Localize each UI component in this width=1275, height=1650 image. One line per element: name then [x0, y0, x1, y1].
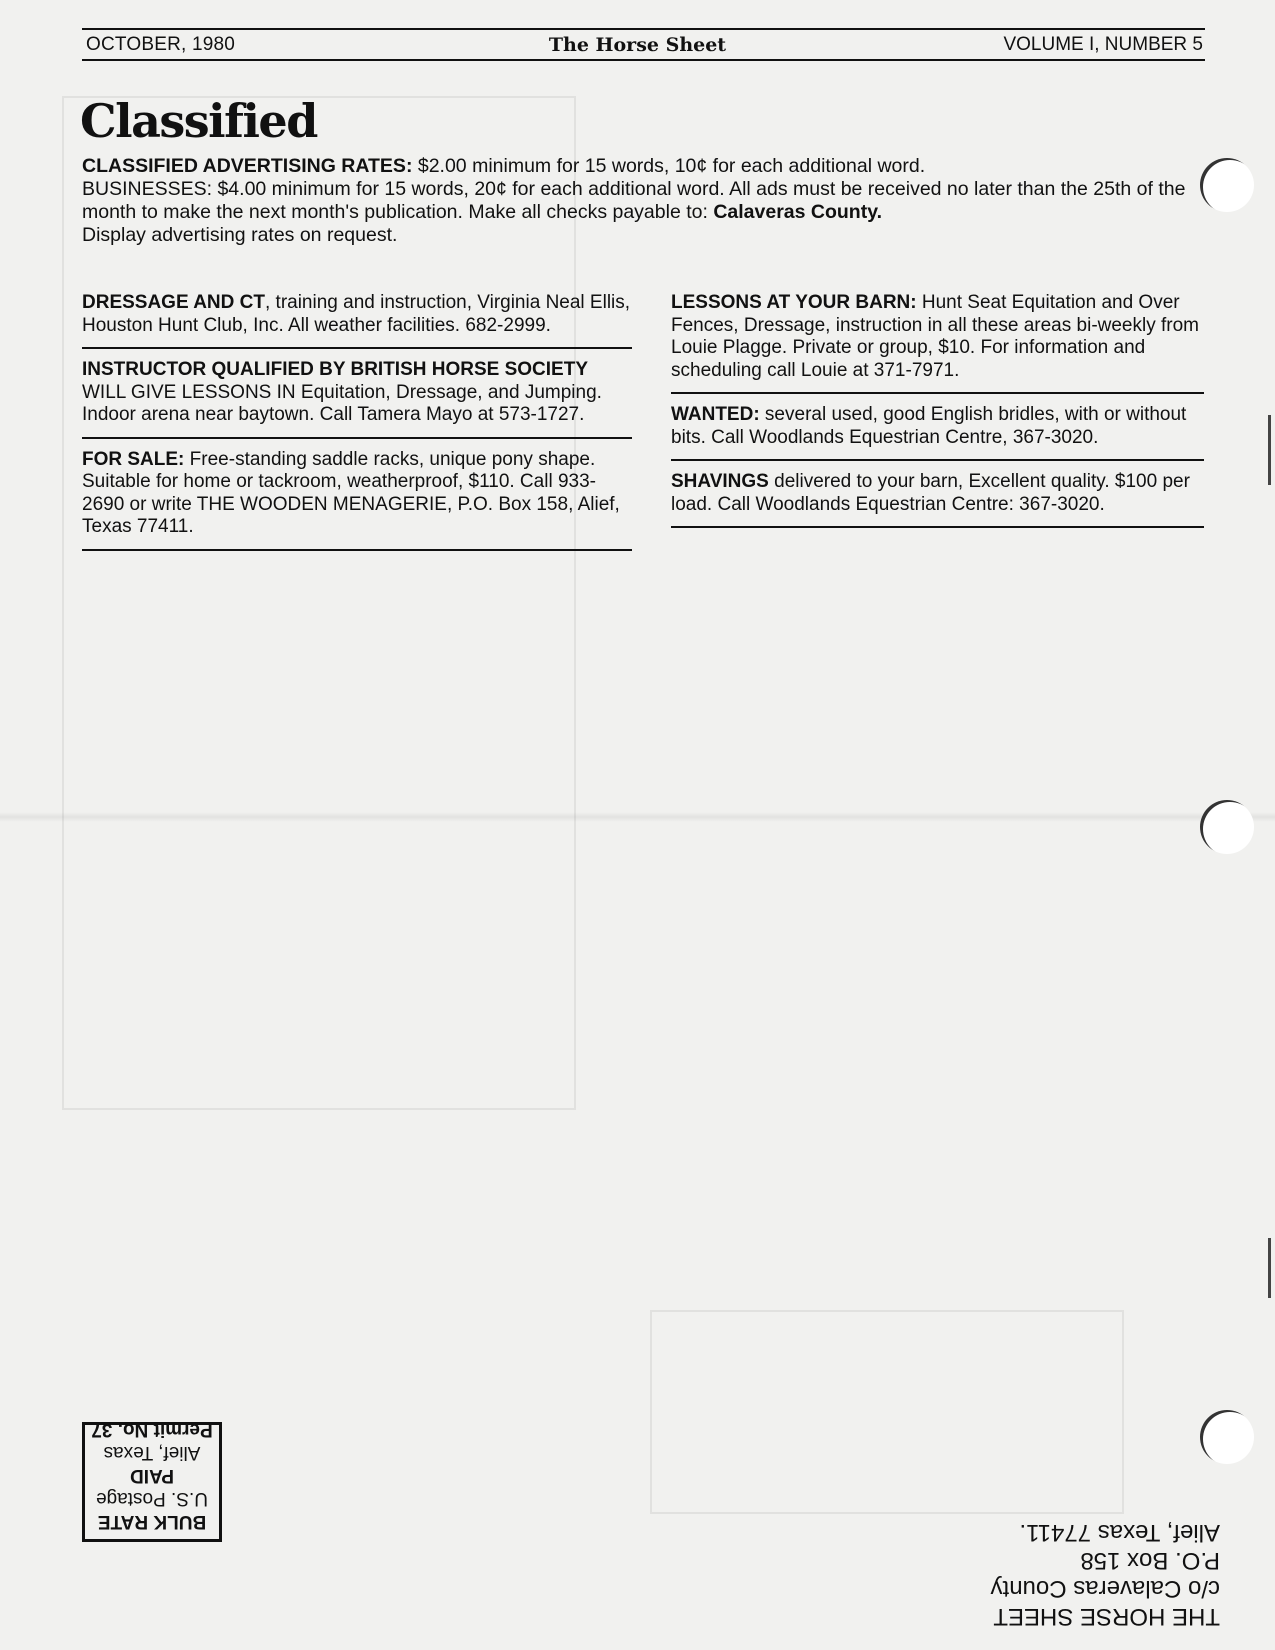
ad-body: delivered to your barn, Excellent quality. $100 per load. Call Woodlands Equestrian Centre: 367-3020. — [671, 471, 1190, 515]
edge-mark — [1268, 415, 1271, 485]
address-line: Alief, Texas 77411. — [1019, 1519, 1220, 1546]
header-top-rule — [82, 28, 1205, 30]
address-line: c/o Calaveras County — [990, 1575, 1220, 1602]
paper-crease — [0, 812, 1275, 822]
return-address — [870, 1460, 1220, 1630]
classified-ad — [82, 449, 632, 549]
postage-line: PAID — [130, 1465, 174, 1486]
classified-ad — [82, 359, 632, 437]
address-line: P.O. Box 158 — [1080, 1547, 1220, 1574]
postage-indicia — [82, 1419, 222, 1542]
ad-divider — [671, 459, 1204, 461]
show-through-box-left — [62, 96, 576, 1110]
business-rates-text: BUSINESSES: $4.00 minimum for 15 words, 20¢ for each additional word. All ads must be received no later than the 25th of the month to make the next month's publication. Make all checks payable to: — [82, 178, 1186, 223]
ad-divider — [82, 549, 632, 551]
ad-heading: SHAVINGS — [671, 471, 769, 492]
ad-divider — [671, 392, 1204, 394]
ads-column-right — [671, 292, 1204, 538]
classified-ad — [671, 292, 1204, 392]
ad-body: WILL GIVE LESSONS IN Equitation, Dressage, and Jumping. Indoor arena near baytown. Call Tamera Mayo at 573-1727. — [82, 381, 602, 425]
postage-line: BULK RATE — [97, 1511, 207, 1532]
ad-heading: INSTRUCTOR QUALIFIED BY BRITISH HORSE SOCIETY — [82, 359, 589, 380]
edge-mark — [1268, 1238, 1271, 1298]
postage-line: U.S. Postage — [96, 1488, 208, 1509]
advertising-rates — [82, 155, 1202, 247]
ad-body: several used, good English bridles, with or without bits. Call Woodlands Equestrian Centre, 367-3020. — [671, 404, 1187, 448]
binder-hole — [1200, 800, 1254, 854]
display-rates-text: Display advertising rates on request. — [82, 224, 398, 246]
classified-ad — [82, 292, 632, 347]
address-line: THE HORSE SHEET — [993, 1603, 1220, 1630]
ad-body: Free-standing saddle racks, unique pony shape. Suitable for home or tackroom, weatherproof, $110. Call 933-2690 or write THE WOODEN MENAGERIE, P.O. Box 158, Alief, Texas 77411. — [82, 448, 620, 537]
postage-line: Alief, Texas — [103, 1442, 201, 1463]
ad-body: Hunt Seat Equitation and Over Fences, Dressage, instruction in all these areas bi-weekly from Louie Plagge. Private or group, $10. For information and scheduling call Louie at 371-7971. — [671, 292, 1200, 381]
volume-number: VOLUME I, NUMBER 5 — [1003, 34, 1203, 55]
publication-name: The Horse Sheet — [548, 34, 727, 56]
ad-heading: LESSONS AT YOUR BARN: — [671, 292, 917, 313]
issue-date: OCTOBER, 1980 — [86, 34, 236, 55]
header-bottom-rule — [82, 59, 1205, 61]
section-title: Classified — [80, 94, 317, 148]
ad-heading: DRESSAGE AND CT — [82, 292, 265, 313]
ad-heading: FOR SALE: — [82, 448, 185, 470]
classified-ad — [671, 471, 1204, 526]
ad-divider — [82, 347, 632, 349]
ad-divider — [671, 526, 1204, 528]
ad-divider — [82, 437, 632, 439]
classified-ad — [671, 404, 1204, 459]
binder-hole — [1200, 1410, 1254, 1464]
ad-heading: WANTED: — [671, 404, 760, 425]
rates-text: $2.00 minimum for 15 words, 10¢ for each additional word. — [412, 155, 926, 177]
rates-label: CLASSIFIED ADVERTISING RATES: — [82, 155, 413, 177]
postage-line: Permit No. 37 — [91, 1419, 213, 1440]
binder-hole — [1200, 158, 1254, 212]
ads-column-left — [82, 292, 632, 561]
ad-body: , training and instruction, Virginia Neal Ellis, Houston Hunt Club, Inc. All weather facilities. 682-2999. — [82, 292, 631, 336]
payable-to: Calaveras County. — [713, 201, 883, 223]
